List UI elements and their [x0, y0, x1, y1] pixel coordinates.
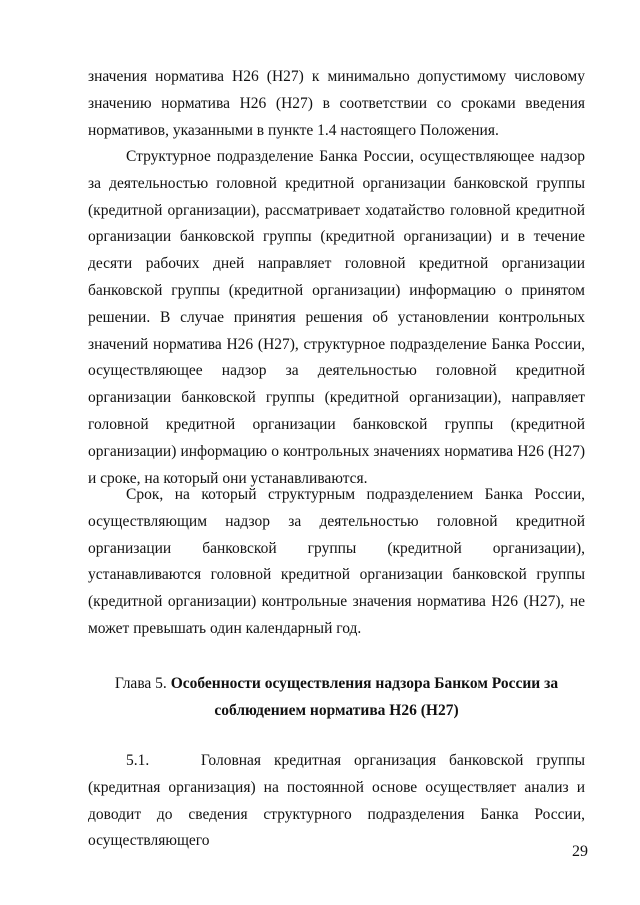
- page-number: 29: [572, 843, 588, 860]
- section-number: 5.1.: [126, 752, 150, 769]
- section-text: Головная кредитная организация банковской группы (кредитная организация) на постоянной основе осуществляет анализ и доводит до сведения структурного подразделения Банка России, осуществляющего: [88, 752, 585, 850]
- paragraph-control-values-term: Срок, на который структурным подразделением Банка России, осуществляющим надзор за деятельностью головной кредитной организации банковской группы (кредитной организации), устанавливаются головной кредитной организации банковской группы (кредитной организации) контрольные значения норматива Н26 (Н27), не может превышать один календарный год.: [88, 486, 585, 637]
- paragraph-continuation: значения норматива Н26 (Н27) к минимально допустимому числовому значению норматива Н26 (Н27) в соответствии со сроками введения нормативов, указанными в пункте 1.4 настоящего Положения.: [88, 68, 585, 139]
- chapter-title: Особенности осуществления надзора Банком России за соблюдением норматива Н26 (Н27): [170, 675, 559, 719]
- paragraph-structural-unit-review: Структурное подразделение Банка России, осуществляющее надзор за деятельностью головной кредитной организации банковской группы (кредитной организации), рассматривает ходатайство головной кредитной организации банковской группы (кредитной организации) и в течение десяти рабочих дней направляет головной кредитной организации банковской группы (кредитной организации) информацию о принятом решении. В случае принятия решения об установлении контрольных значений норматива Н26 (Н27), структурное подразделение Банка России, осуществляющее надзор за деятельностью головной кредитной организации банковской группы (кредитной организации), направляет головной кредитной организации банковской группы (кредитной организации) информацию о контрольных значениях норматива Н26 (Н27) и сроке, на который они устанавливаются.: [88, 148, 585, 487]
- chapter-heading: [88, 670, 585, 724]
- chapter-label: Глава 5.: [114, 675, 167, 692]
- section-paragraph: [88, 748, 585, 855]
